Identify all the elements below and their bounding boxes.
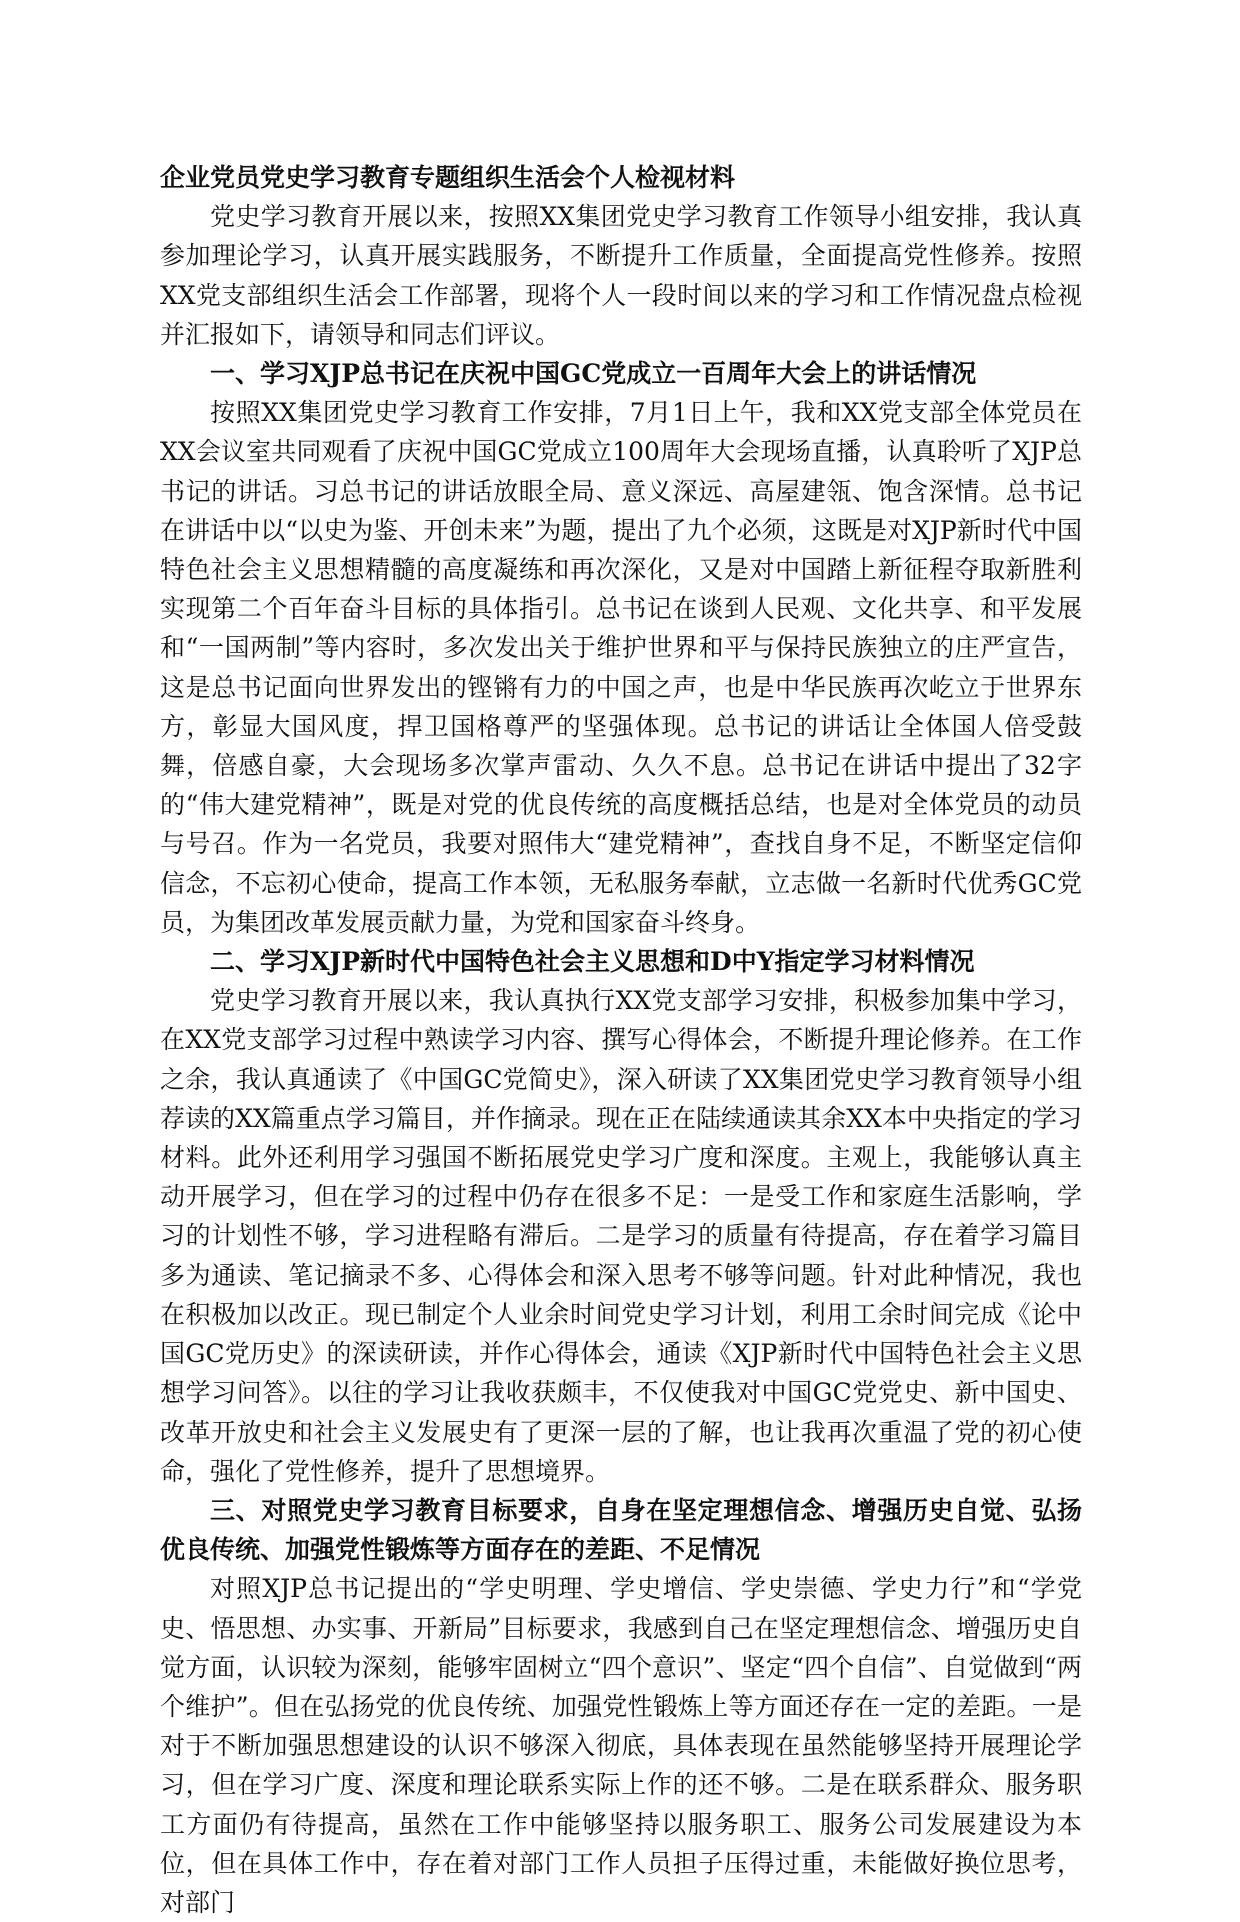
intro-paragraph: 党史学习教育开展以来，按照XX集团党史学习教育工作领导小组安排，我认真参加理论学习，认真开展实践服务，不断提升工作质量，全面提高党性修养。按照XX党支部组织生活会工作部署，现将个人一段时间以来的学习和工作情况盘点检视并汇报如下，请领导和同志们评议。 — [160, 202, 1082, 349]
section-3-body: 对照XJP总书记提出的“学史明理、学史增信、学史崇德、学史力行”和“学党史、悟思想、办实事、开新局”目标要求，我感到自己在坚定理想信念、增强历史自觉方面，认识较为深刻，能够牢固树立“四个意识”、坚定“四个自信”、自觉做到“两个维护”。但在弘扬党的优良传统、加强党性锻炼上等方面还存在一定的差距。一是对于不断加强思想建设的认识不够深入彻底，具体表现在虽然能够坚持开展理论学习，但在学习广度、深度和理论联系实际上作的还不够。二是在联系群众、服务职工方面仍有待提高，虽然在工作中能够坚持以服务职工、服务公司发展建设为本位，但在具体工作中，存在着对部门工作人员担子压得过重，未能做好换位思考，对部门 — [160, 1574, 1082, 1917]
section-1-body: 按照XX集团党史学习教育工作安排，7月1日上午，我和XX党支部全体党员在XX会议室共同观看了庆祝中国GC党成立100周年大会现场直播，认真聆听了XJP总书记的讲话。习总书记的讲话放眼全局、意义深远、高屋建瓴、饱含深情。总书记在讲话中以“以史为鉴、开创未来”为题，提出了九个必须，这既是对XJP新时代中国特色社会主义思想精髓的高度凝练和再次深化，又是对中国踏上新征程夺取新胜利实现第二个百年奋斗目标的具体指引。总书记在谈到人民观、文化共享、和平发展和“一国两制”等内容时，多次发出关于维护世界和平与保持民族独立的庄严宣告，这是总书记面向世界发出的铿锵有力的中国之声，也是中华民族再次屹立于世界东方，彰显大国风度，捍卫国格尊严的坚强体现。总书记的讲话让全体国人倍受鼓舞，倍感自豪，大会现场多次掌声雷动、久久不息。总书记在讲话中提出了32字的“伟大建党精神”，既是对党的优良传统的高度概括总结，也是对全体党员的动员与号召。作为一名党员，我要对照伟大“建党精神”，查找自身不足，不断坚定信仰信念，不忘初心使命，提高工作本领，无私服务奉献，立志做一名新时代优秀GC党员，为集团改革发展贡献力量，为党和国家奋斗终身。 — [160, 398, 1082, 937]
document-page — [160, 158, 1082, 1922]
section-3-heading: 三、对照党史学习教育目标要求，自身在坚定理想信念、增强历史自觉、弘扬优良传统、加强党性锻炼等方面存在的差距、不足情况 — [160, 1495, 1082, 1565]
section-2-heading: 二、学习XJP新时代中国特色社会主义思想和D中Y指定学习材料情况 — [210, 947, 975, 977]
document-title: 企业党员党史学习教育专题组织生活会个人检视材料 — [160, 163, 736, 192]
section-1-heading: 一、学习XJP总书记在庆祝中国GC党成立一百周年大会上的讲话情况 — [210, 359, 977, 389]
section-2-body: 党史学习教育开展以来，我认真执行XX党支部学习安排，积极参加集中学习，在XX党支部学习过程中熟读学习内容、撰写心得体会，不断提升理论修养。在工作之余，我认真通读了《中国GC党简史》，深入研读了XX集团党史学习教育领导小组荐读的XX篇重点学习篇目，并作摘录。现在正在陆续通读其余XX本中央指定的学习材料。此外还利用学习强国不断拓展党史学习广度和深度。主观上，我能够认真主动开展学习，但在学习的过程中仍存在很多不足：一是受工作和家庭生活影响，学习的计划性不够，学习进程略有滞后。二是学习的质量有待提高，存在着学习篇目多为通读、笔记摘录不多、心得体会和深入思考不够等问题。针对此种情况，我也在积极加以改正。现已制定个人业余时间党史学习计划，利用工余时间完成《论中国GC党历史》的深读研读，并作心得体会，通读《XJP新时代中国特色社会主义思想学习问答》。以往的学习让我收获颇丰，不仅使我对中国GC党党史、新中国史、改革开放史和社会主义发展史有了更深一层的了解，也让我再次重温了党的初心使命，强化了党性修养，提升了思想境界。 — [160, 986, 1082, 1486]
